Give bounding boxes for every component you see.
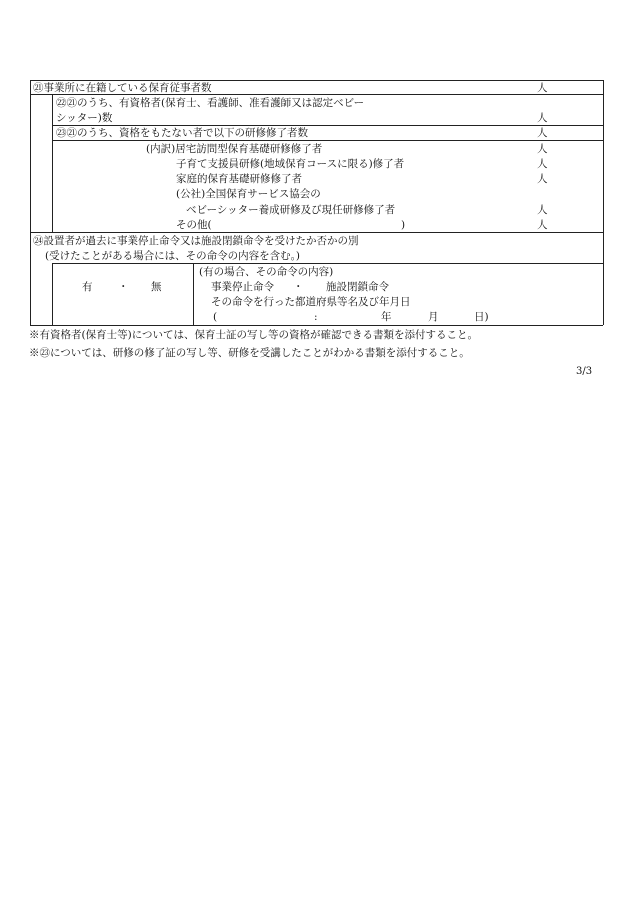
order-authority-label: その命令を行った都道府県等名及び年月日 xyxy=(211,296,411,308)
row22-label-line2: シッター)数 xyxy=(56,112,113,124)
training-item-label: 子育て支援員研修(地域保育コースに限る)修了者 xyxy=(176,158,405,170)
order-year: 年 xyxy=(381,311,392,323)
row23-divider xyxy=(52,140,603,141)
table-left-border xyxy=(30,80,31,325)
row22-label-line1: ㉒㉑のうち、有資格者(保育士、看護師、准看護師又は認定ベビー xyxy=(56,97,365,109)
row23-unit: 人 xyxy=(537,127,548,139)
training-item-unit: 人 xyxy=(537,173,548,185)
order-colon: : xyxy=(314,311,318,323)
training-item-unit: 人 xyxy=(537,219,548,231)
row24-top-divider xyxy=(30,232,603,233)
row23-label: ㉓㉑のうち、資格をもたない者で以下の研修修了者数 xyxy=(56,127,308,139)
row24-label-line1: ㉔設置者が過去に事業停止命令又は施設閉鎖命令を受けたか否かの別 xyxy=(33,235,359,247)
training-item-unit: 人 xyxy=(537,158,548,170)
order-type-closure: 施設閉鎖命令 xyxy=(326,281,389,293)
note-qualification: ※有資格者(保育士等)については、保育士証の写し等の資格が確認できる書類を添付すること。 xyxy=(29,329,478,341)
row22-divider xyxy=(52,125,603,126)
training-item-label: (公社)全国保育サービス協会の xyxy=(176,188,321,200)
order-detail-title: (有の場合、その命令の内容) xyxy=(199,266,334,278)
page-number: 3/3 xyxy=(576,366,593,377)
option-separator: ・ xyxy=(118,281,129,293)
training-item-label: (内訳)居宅訪問型保育基礎研修修了者 xyxy=(146,143,323,155)
order-month: 月 xyxy=(428,311,439,323)
training-other-label: その他( xyxy=(176,219,212,231)
row24-mid-line xyxy=(193,263,194,325)
yes-option: 有 xyxy=(82,281,93,293)
training-item-label: 家庭的保育基礎研修修了者 xyxy=(176,173,302,185)
order-type-separator: ・ xyxy=(293,281,304,293)
training-other-close: ) xyxy=(401,219,406,231)
training-item-unit: 人 xyxy=(537,143,548,155)
row21-label: ㉑事業所に在籍している保育従事者数 xyxy=(33,82,212,94)
row24-label-line2: (受けたことがある場合には、その命令の内容を含む。) xyxy=(45,250,300,262)
row21-unit: 人 xyxy=(537,82,548,94)
indent-column-line xyxy=(52,94,53,232)
row24-left-line xyxy=(52,263,53,325)
order-type-suspension: 事業停止命令 xyxy=(211,281,274,293)
training-item-unit: 人 xyxy=(537,204,548,216)
row24-inner-divider xyxy=(52,263,603,264)
table-right-border xyxy=(603,80,604,325)
order-day: 日) xyxy=(474,311,489,323)
no-option: 無 xyxy=(151,281,162,293)
training-item-label: ベビーシッター養成研修及び現任研修修了者 xyxy=(186,204,396,216)
row22-unit: 人 xyxy=(537,112,548,124)
row21-divider xyxy=(30,94,603,95)
order-paren-open: ( xyxy=(213,311,218,323)
table-top-border xyxy=(30,80,603,81)
table-bottom-border xyxy=(30,325,603,326)
note-training: ※㉓については、研修の修了証の写し等、研修を受講したことがわかる書類を添付すること。 xyxy=(29,347,470,359)
